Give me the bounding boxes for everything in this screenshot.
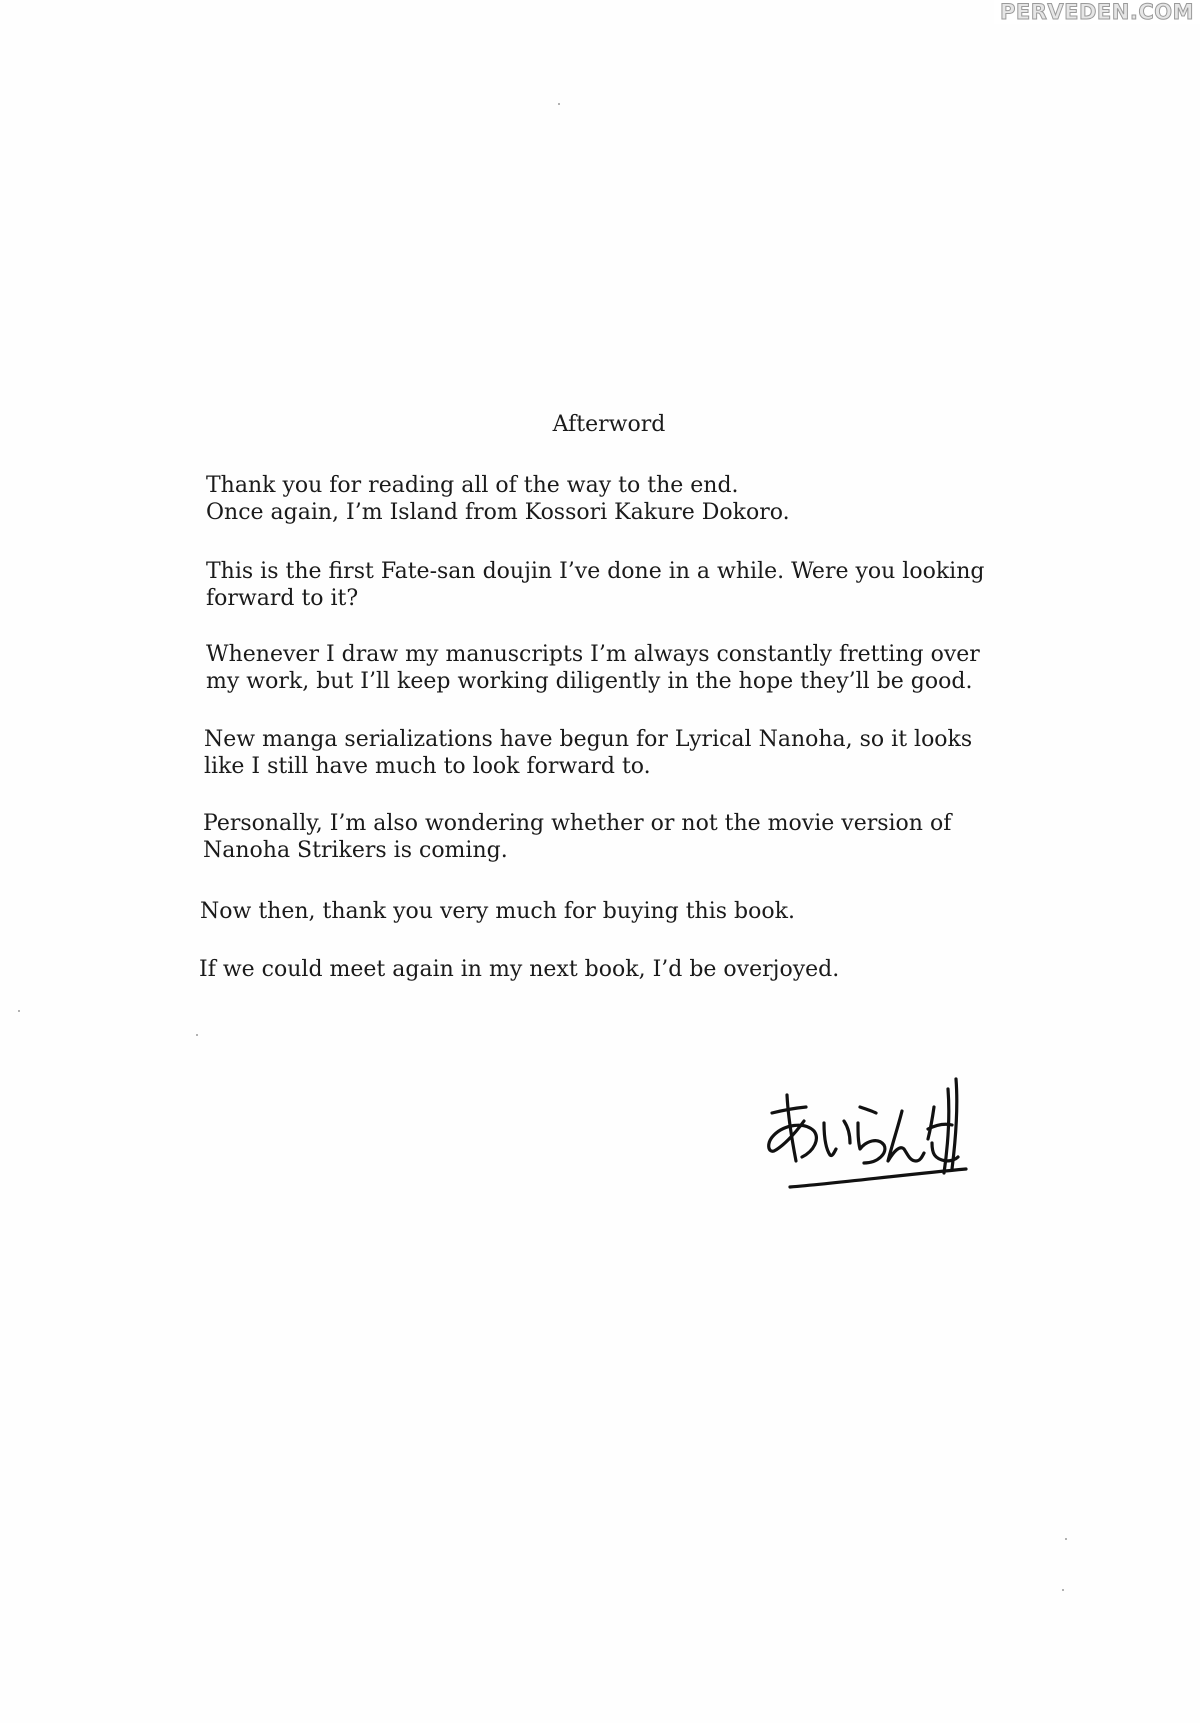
scan-speck bbox=[1065, 1538, 1067, 1540]
scan-speck bbox=[1062, 1589, 1064, 1591]
scan-speck bbox=[18, 1010, 20, 1012]
handwritten-signature bbox=[760, 1065, 975, 1205]
site-watermark: PERVEDEN.COM bbox=[994, 0, 1200, 24]
paragraph-5: Personally, I’m also wondering whether or not the movie version of Nanoha Strikers is coming. bbox=[203, 811, 952, 863]
paragraph-1: Thank you for reading all of the way to the end. Once again, I’m Island from Kossori Kakure Dokoro. bbox=[206, 473, 790, 525]
paragraph-6: Now then, thank you very much for buying this book. bbox=[200, 899, 795, 924]
scan-speck bbox=[196, 1034, 198, 1036]
page-title: Afterword bbox=[552, 412, 666, 437]
paragraph-7: If we could meet again in my next book, I’d be overjoyed. bbox=[199, 957, 840, 982]
paragraph-3: Whenever I draw my manuscripts I’m always constantly fretting over my work, but I’ll keep working diligently in the hope they’ll be good. bbox=[206, 642, 980, 694]
paragraph-4: New manga serializations have begun for Lyrical Nanoha, so it looks like I still have much to look forward to. bbox=[204, 727, 973, 779]
scan-speck bbox=[558, 103, 560, 105]
paragraph-2: This is the first Fate-san doujin I’ve done in a while. Were you looking forward to it? bbox=[206, 559, 985, 611]
